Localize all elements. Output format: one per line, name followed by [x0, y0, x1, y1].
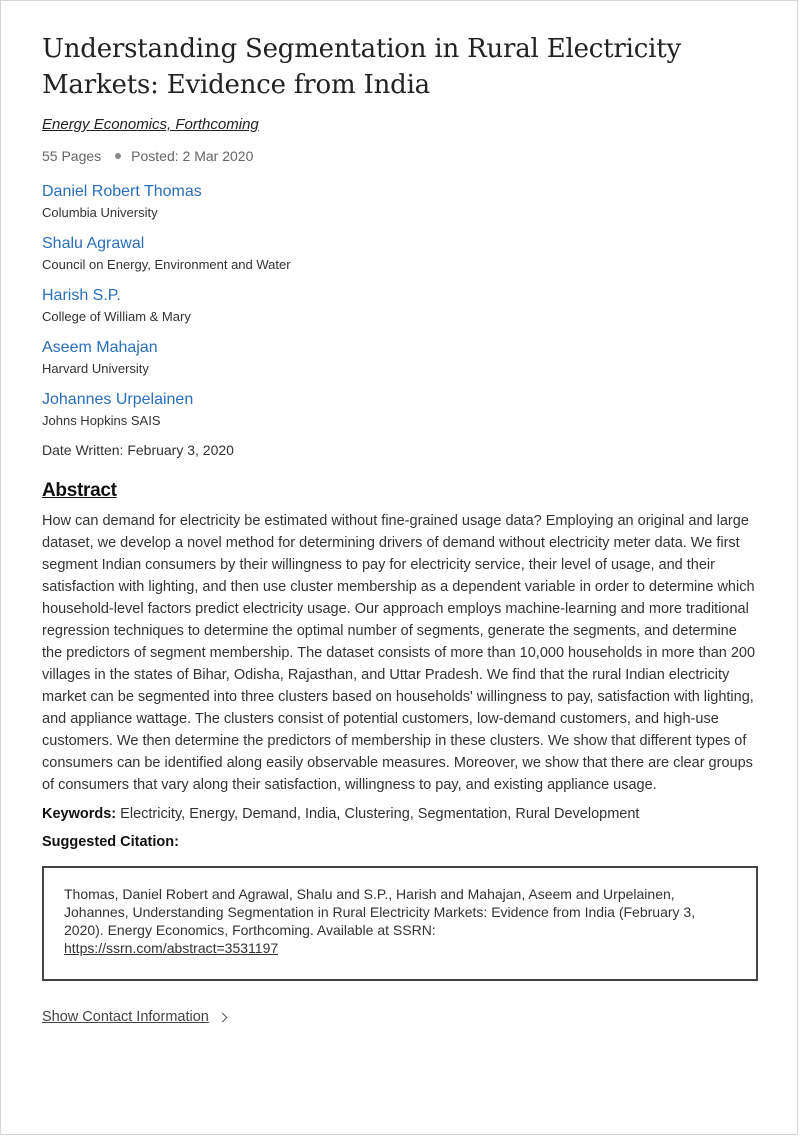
author-item	[42, 286, 758, 324]
author-affiliation: Harvard University	[42, 361, 149, 376]
page-count: 55 Pages	[42, 148, 102, 164]
author-item	[42, 182, 758, 220]
author-list	[42, 182, 758, 428]
author-name-link[interactable]: Harish S.P.	[42, 287, 121, 304]
keywords-label: Keywords:	[42, 806, 117, 822]
author-name-link[interactable]: Johannes Urpelainen	[42, 391, 194, 408]
show-contact-toggle[interactable]	[42, 1009, 758, 1025]
abstract-text: How can demand for electricity be estimated without fine-grained usage data? Employing an original and large dataset, we develop a novel method for determining drivers of demand without electricity meter data. We first segment Indian consumers by their willingness to pay for electricity service, their level of usage, and their satisfaction with lighting, and then use cluster membership as a dependent variable in order to determine which household-level factors predict electricity usage. Our approach employs machine-learning and more traditional regression techniques to determine the optimal number of segments, generate the segments, and determine the predictors of segment membership. The dataset consists of more than 10,000 households in more than 200 villages in the states of Bihar, Odisha, Rajasthan, and Uttar Pradesh. We find that the rural Indian electricity market can be segmented into three clusters based on households' willingness to pay, satisfaction with lighting, and appliance wattage. The clusters consist of potential customers, low-demand customers, and high-use customers. We then determine the predictors of membership in these clusters. We show that different types of consumers can be identified along easily observable measures. Moreover, we show that there are clear groups of consumers that vary along their satisfaction, willingness to pay, and existing appliance usage.	[42, 513, 756, 793]
paper-meta	[42, 148, 758, 164]
author-item	[42, 390, 758, 428]
author-name-link[interactable]: Aseem Mahajan	[42, 339, 158, 356]
author-affiliation: College of William & Mary	[42, 309, 191, 324]
author-affiliation: Johns Hopkins SAIS	[42, 413, 161, 428]
keywords	[42, 806, 758, 822]
author-item	[42, 338, 758, 376]
paper-title: Understanding Segmentation in Rural Electricity Markets: Evidence from India	[42, 34, 681, 100]
citation-label: Suggested Citation:	[42, 834, 179, 850]
paper-content	[42, 31, 758, 1025]
keywords-value: Electricity, Energy, Demand, India, Clustering, Segmentation, Rural Development	[120, 806, 640, 822]
author-item	[42, 234, 758, 272]
author-affiliation: Council on Energy, Environment and Water	[42, 257, 291, 272]
posted-date: Posted: 2 Mar 2020	[131, 148, 254, 164]
citation-text: Thomas, Daniel Robert and Agrawal, Shalu and S.P., Harish and Mahajan, Aseem and Urpelainen, Johannes, Understanding Segmentation in Rural Electricity Markets: Evidence from India (February 3, 2020). Energy Economics, Forthcoming. Available at SSRN:	[64, 886, 696, 938]
bullet-separator	[115, 153, 121, 159]
author-name-link[interactable]: Shalu Agrawal	[42, 235, 145, 252]
journal-link[interactable]: Energy Economics, Forthcoming	[42, 116, 259, 133]
chevron-right-icon	[217, 1013, 227, 1023]
date-written: Date Written: February 3, 2020	[42, 442, 234, 458]
author-affiliation: Columbia University	[42, 205, 158, 220]
author-name-link[interactable]: Daniel Robert Thomas	[42, 183, 202, 200]
show-contact-label[interactable]: Show Contact Information	[42, 1009, 209, 1025]
citation-url-link[interactable]: https://ssrn.com/abstract=3531197	[64, 940, 279, 956]
abstract-heading: Abstract	[42, 480, 117, 501]
citation-box	[42, 866, 758, 981]
